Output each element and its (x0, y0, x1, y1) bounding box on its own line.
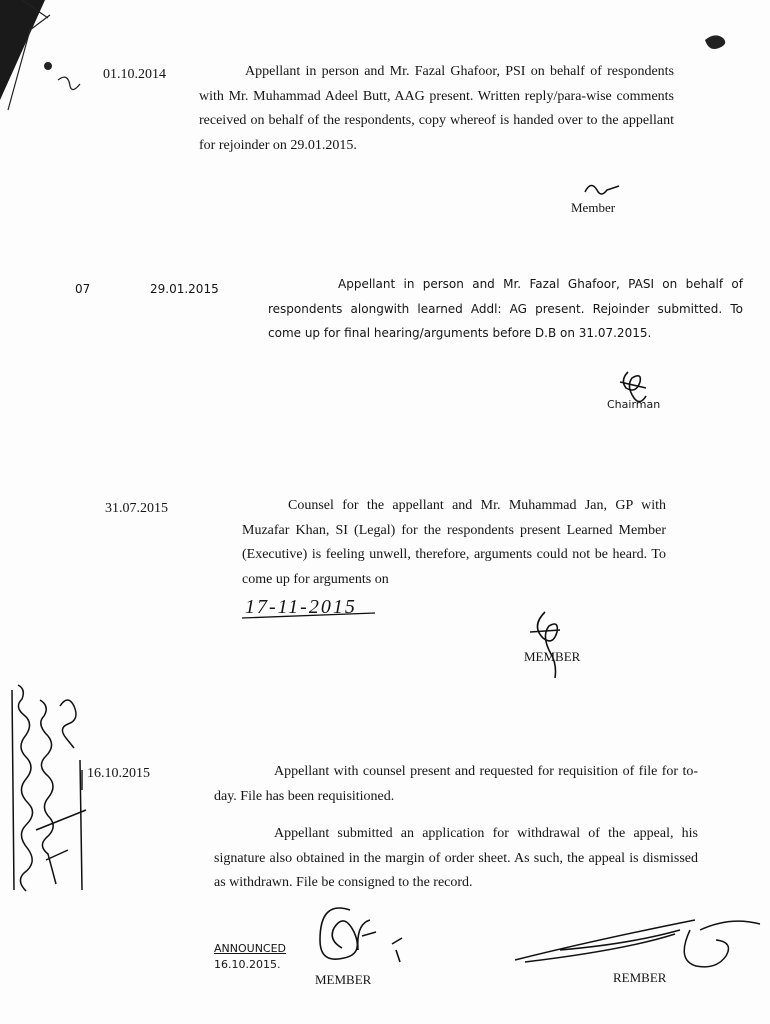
member-signature-1 (585, 185, 619, 194)
member-signature-4 (515, 920, 760, 967)
entry-4-date: 16.10.2015 (87, 766, 150, 781)
entry-1-signatory: Member (571, 200, 616, 215)
announced-label: ANNOUNCED (214, 942, 287, 955)
entry-2-date: 29.01.2015 (150, 282, 219, 296)
entry-3-signatory: MEMBER (524, 649, 581, 664)
entry-2-serial: 07 (75, 282, 91, 296)
entry-4-text-2: Appellant submitted an application for withdrawal of the appeal, his signature also obtained in the margin of order sheet. As such, the appeal is dismissed as withdrawn. File be consigned to the record. (214, 826, 698, 890)
margin-annotation (12, 685, 86, 891)
entry-1-date: 01.10.2014 (103, 67, 166, 82)
announced-date: 16.10.2015. (214, 958, 281, 971)
member-signature-3 (320, 908, 402, 962)
entry-2-signatory: Chairman (607, 398, 661, 411)
entry-4-signatory-right: REMBER (613, 970, 667, 985)
entry-3-text: Counsel for the appellant and Mr. Muhammad Jan, GP with Muzafar Khan, SI (Legal) for the respondents present Learned Member (Executive) is feeling unwell, therefore, arguments could not be heard. To come up for arguments on (242, 498, 666, 587)
margin-note (0, 1010, 6, 1011)
entry-3-date: 31.07.2015 (105, 501, 168, 516)
entry-2-text: Appellant in person and Mr. Fazal Ghafoor, PASI on behalf of respondents alongwith learned Addl: AG present. Rejoinder submitted. To come up for final hearing/arguments before D.B on 31.07.2015. (268, 277, 743, 340)
entry-1-text: Appellant in person and Mr. Fazal Ghafoor, PSI on behalf of respondents with Mr. Muhammad Adeel Butt, AAG present. Written reply/para-wise comments received on behalf of the respondents, copy whereof is handed over to the appellant for rejoinder on 29.01.2015. (199, 64, 674, 153)
entry-4-signatory-left: MEMBER (315, 972, 372, 987)
entry-3-handwritten-date: 17-11-2015 (245, 596, 357, 618)
entry-4-text-1: Appellant with counsel present and requested for requisition of file for to-day. File has been requisitioned. (214, 764, 698, 804)
member-signature-2 (530, 612, 560, 678)
